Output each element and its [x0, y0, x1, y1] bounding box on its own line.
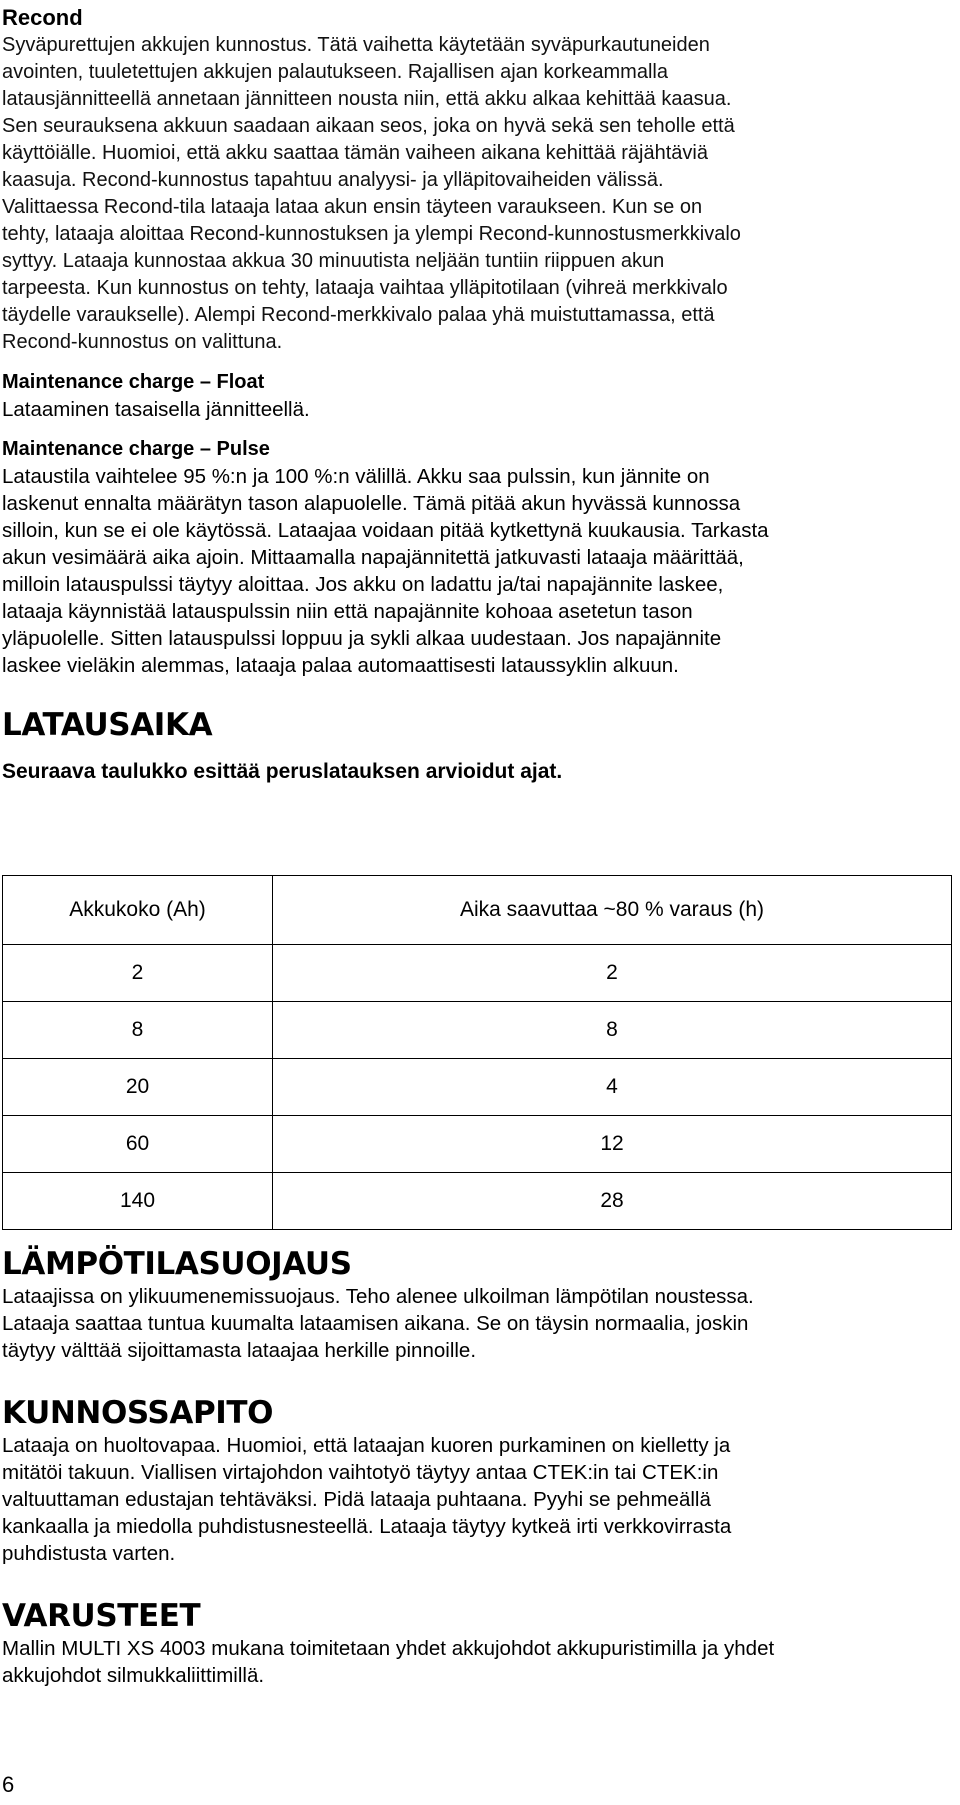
- text-line: Syväpurettujen akkujen kunnostus. Tätä vaihetta käytetään syväpurkautuneiden: [2, 34, 710, 56]
- table-cell: 60: [3, 1116, 273, 1173]
- lampotila-paragraph: [2, 1283, 954, 1364]
- text-line: latausjännitteellä annetaan jännitteen nousta niin, että akku alkaa kehittää kaasua.: [2, 88, 732, 110]
- table-row: [3, 1059, 952, 1116]
- float-heading: Maintenance charge – Float: [2, 371, 265, 393]
- text-line: täytyy välttää sijoittamasta lataajaa herkille pinnoille.: [2, 1339, 477, 1362]
- text-line: Valittaessa Recond-tila lataaja lataa akun ensin täyteen varaukseen. Kun se on: [2, 196, 703, 218]
- text-line: Lataaja saattaa tuntua kuumalta lataamisen aikana. Se on täysin normaalia, joskin: [2, 1312, 749, 1335]
- text-line: tarpeesta. Kun kunnostus on tehty, lataaja vaihtaa ylläpitotilaan (vihreä merkkivalo: [2, 277, 728, 299]
- table-cell: 28: [273, 1173, 952, 1230]
- text-line: lataaja käynnistää latauspulssin niin että napajännite kohoaa asetetun tason: [2, 600, 693, 623]
- table-cell: 8: [3, 1002, 273, 1059]
- column-header-battery-size: Akkukoko (Ah): [3, 876, 273, 945]
- table-cell: 140: [3, 1173, 273, 1230]
- table-cell: 2: [3, 945, 273, 1002]
- pulse-heading: Maintenance charge – Pulse: [2, 438, 270, 460]
- text-line: laskenut ennalta määrätyn tason alapuolelle. Tämä pitää akun hyvässä kunnossa: [2, 492, 741, 515]
- text-line: syttyy. Lataaja kunnostaa akkua 30 minuutista neljään tuntiin riippuen akun: [2, 250, 665, 272]
- recond-paragraph: [2, 32, 960, 356]
- text-line: käyttöiälle. Huomioi, että akku saattaa tämän vaiheen aikana kehittää räjähtäviä: [2, 142, 708, 164]
- lampotila-section: [2, 1245, 954, 1364]
- lampotila-heading: LÄMPÖTILASUOJAUS: [2, 1246, 352, 1282]
- text-line: Mallin MULTI XS 4003 mukana toimitetaan yhdet akkujohdot akkupuristimilla ja yhdet: [2, 1637, 775, 1660]
- recond-heading: Recond: [2, 5, 83, 30]
- text-line: yläpuolelle. Sitten latauspulssi loppuu ja sykli alkaa uudestaan. Jos napajännite: [2, 627, 722, 650]
- text-line: kankaalla ja miedolla puhdistusnesteellä. Lataaja täytyy kytkeä irti verkkovirrasta: [2, 1515, 732, 1538]
- varusteet-section: [2, 1597, 954, 1689]
- charging-time-table: [2, 875, 952, 1230]
- text-line: laskee vieläkin alemmas, lataaja palaa automaattisesti lataussyklin alkuun.: [2, 654, 679, 677]
- latausaika-section: [2, 706, 960, 786]
- lower-sections: [0, 1245, 960, 1689]
- text-line: tehty, lataaja aloittaa Recond-kunnostuksen ja ylempi Recond-kunnostusmerkkivalo: [2, 223, 741, 245]
- manual-page: [0, 0, 960, 786]
- float-paragraph: [2, 396, 960, 423]
- text-line: Lataaja on huoltovapaa. Huomioi, että lataajan kuoren purkaminen on kielletty ja: [2, 1434, 731, 1457]
- text-line: täydelle varaukselle). Alempi Recond-merkkivalo palaa yhä muistuttamassa, että: [2, 304, 715, 326]
- text-line: kaasuja. Recond-kunnostus tapahtuu analyysi- ja ylläpitovaiheiden välissä.: [2, 169, 664, 191]
- kunnossapito-paragraph: [2, 1432, 954, 1567]
- text-line: Recond-kunnostus on valittuna.: [2, 331, 283, 353]
- kunnossapito-section: [2, 1394, 954, 1567]
- text-line: Lataajissa on ylikuumenemissuojaus. Teho alenee ulkoilman lämpötilan noustessa.: [2, 1285, 754, 1308]
- table-row: [3, 1173, 952, 1230]
- recond-section: [2, 4, 960, 356]
- table-row: [3, 1116, 952, 1173]
- table-cell: 8: [273, 1002, 952, 1059]
- pulse-section: [2, 436, 960, 679]
- text-line: mitätöi takuun. Viallisen virtajohdon vaihtotyö täytyy antaa CTEK:in tai CTEK:in: [2, 1461, 719, 1484]
- text-line: akkujohdot silmukkaliittimillä.: [2, 1664, 265, 1687]
- text-line: avointen, tuuletettujen akkujen palautukseen. Rajallisen ajan korkeammalla: [2, 61, 668, 83]
- kunnossapito-heading: KUNNOSSAPITO: [2, 1395, 274, 1431]
- pulse-paragraph: [2, 463, 960, 679]
- text-line: Lataustila vaihtelee 95 %:n ja 100 %:n välillä. Akku saa pulssin, kun jännite on: [2, 465, 710, 488]
- text-line: akun vesimäärä aika ajoin. Mittaamalla napajännitettä jatkuvasti lataaja määrittää,: [2, 546, 744, 569]
- table-header-row: [3, 876, 952, 945]
- float-section: [2, 369, 960, 423]
- text-line: milloin latauspulssi täytyy aloittaa. Jos akku on ladattu ja/tai napajännite laskee,: [2, 573, 724, 596]
- varusteet-heading: VARUSTEET: [2, 1598, 201, 1634]
- page-number: 6: [2, 1772, 15, 1797]
- table-row: [3, 1002, 952, 1059]
- varusteet-paragraph: [2, 1635, 954, 1689]
- table-row: [3, 945, 952, 1002]
- text-line: Sen seurauksena akkuun saadaan aikaan seos, joka on hyvä sekä sen teholle että: [2, 115, 735, 137]
- text-line: Lataaminen tasaisella jännitteellä.: [2, 398, 310, 421]
- latausaika-lead: Seuraava taulukko esittää peruslatauksen arvioidut ajat.: [2, 760, 563, 783]
- text-line: puhdistusta varten.: [2, 1542, 176, 1565]
- text-line: valtuuttaman edustajan tehtäväksi. Pidä lataaja puhtaana. Pyyhi se pehmeällä: [2, 1488, 711, 1511]
- latausaika-heading: LATAUSAIKA: [2, 707, 213, 743]
- column-header-charge-time: Aika saavuttaa ~80 % varaus (h): [273, 876, 952, 945]
- table-cell: 2: [273, 945, 952, 1002]
- table-cell: 20: [3, 1059, 273, 1116]
- table-cell: 12: [273, 1116, 952, 1173]
- text-line: silloin, kun se ei ole käytössä. Lataajaa voidaan pitää kytkettynä kuukausia. Tarkasta: [2, 519, 769, 542]
- table-cell: 4: [273, 1059, 952, 1116]
